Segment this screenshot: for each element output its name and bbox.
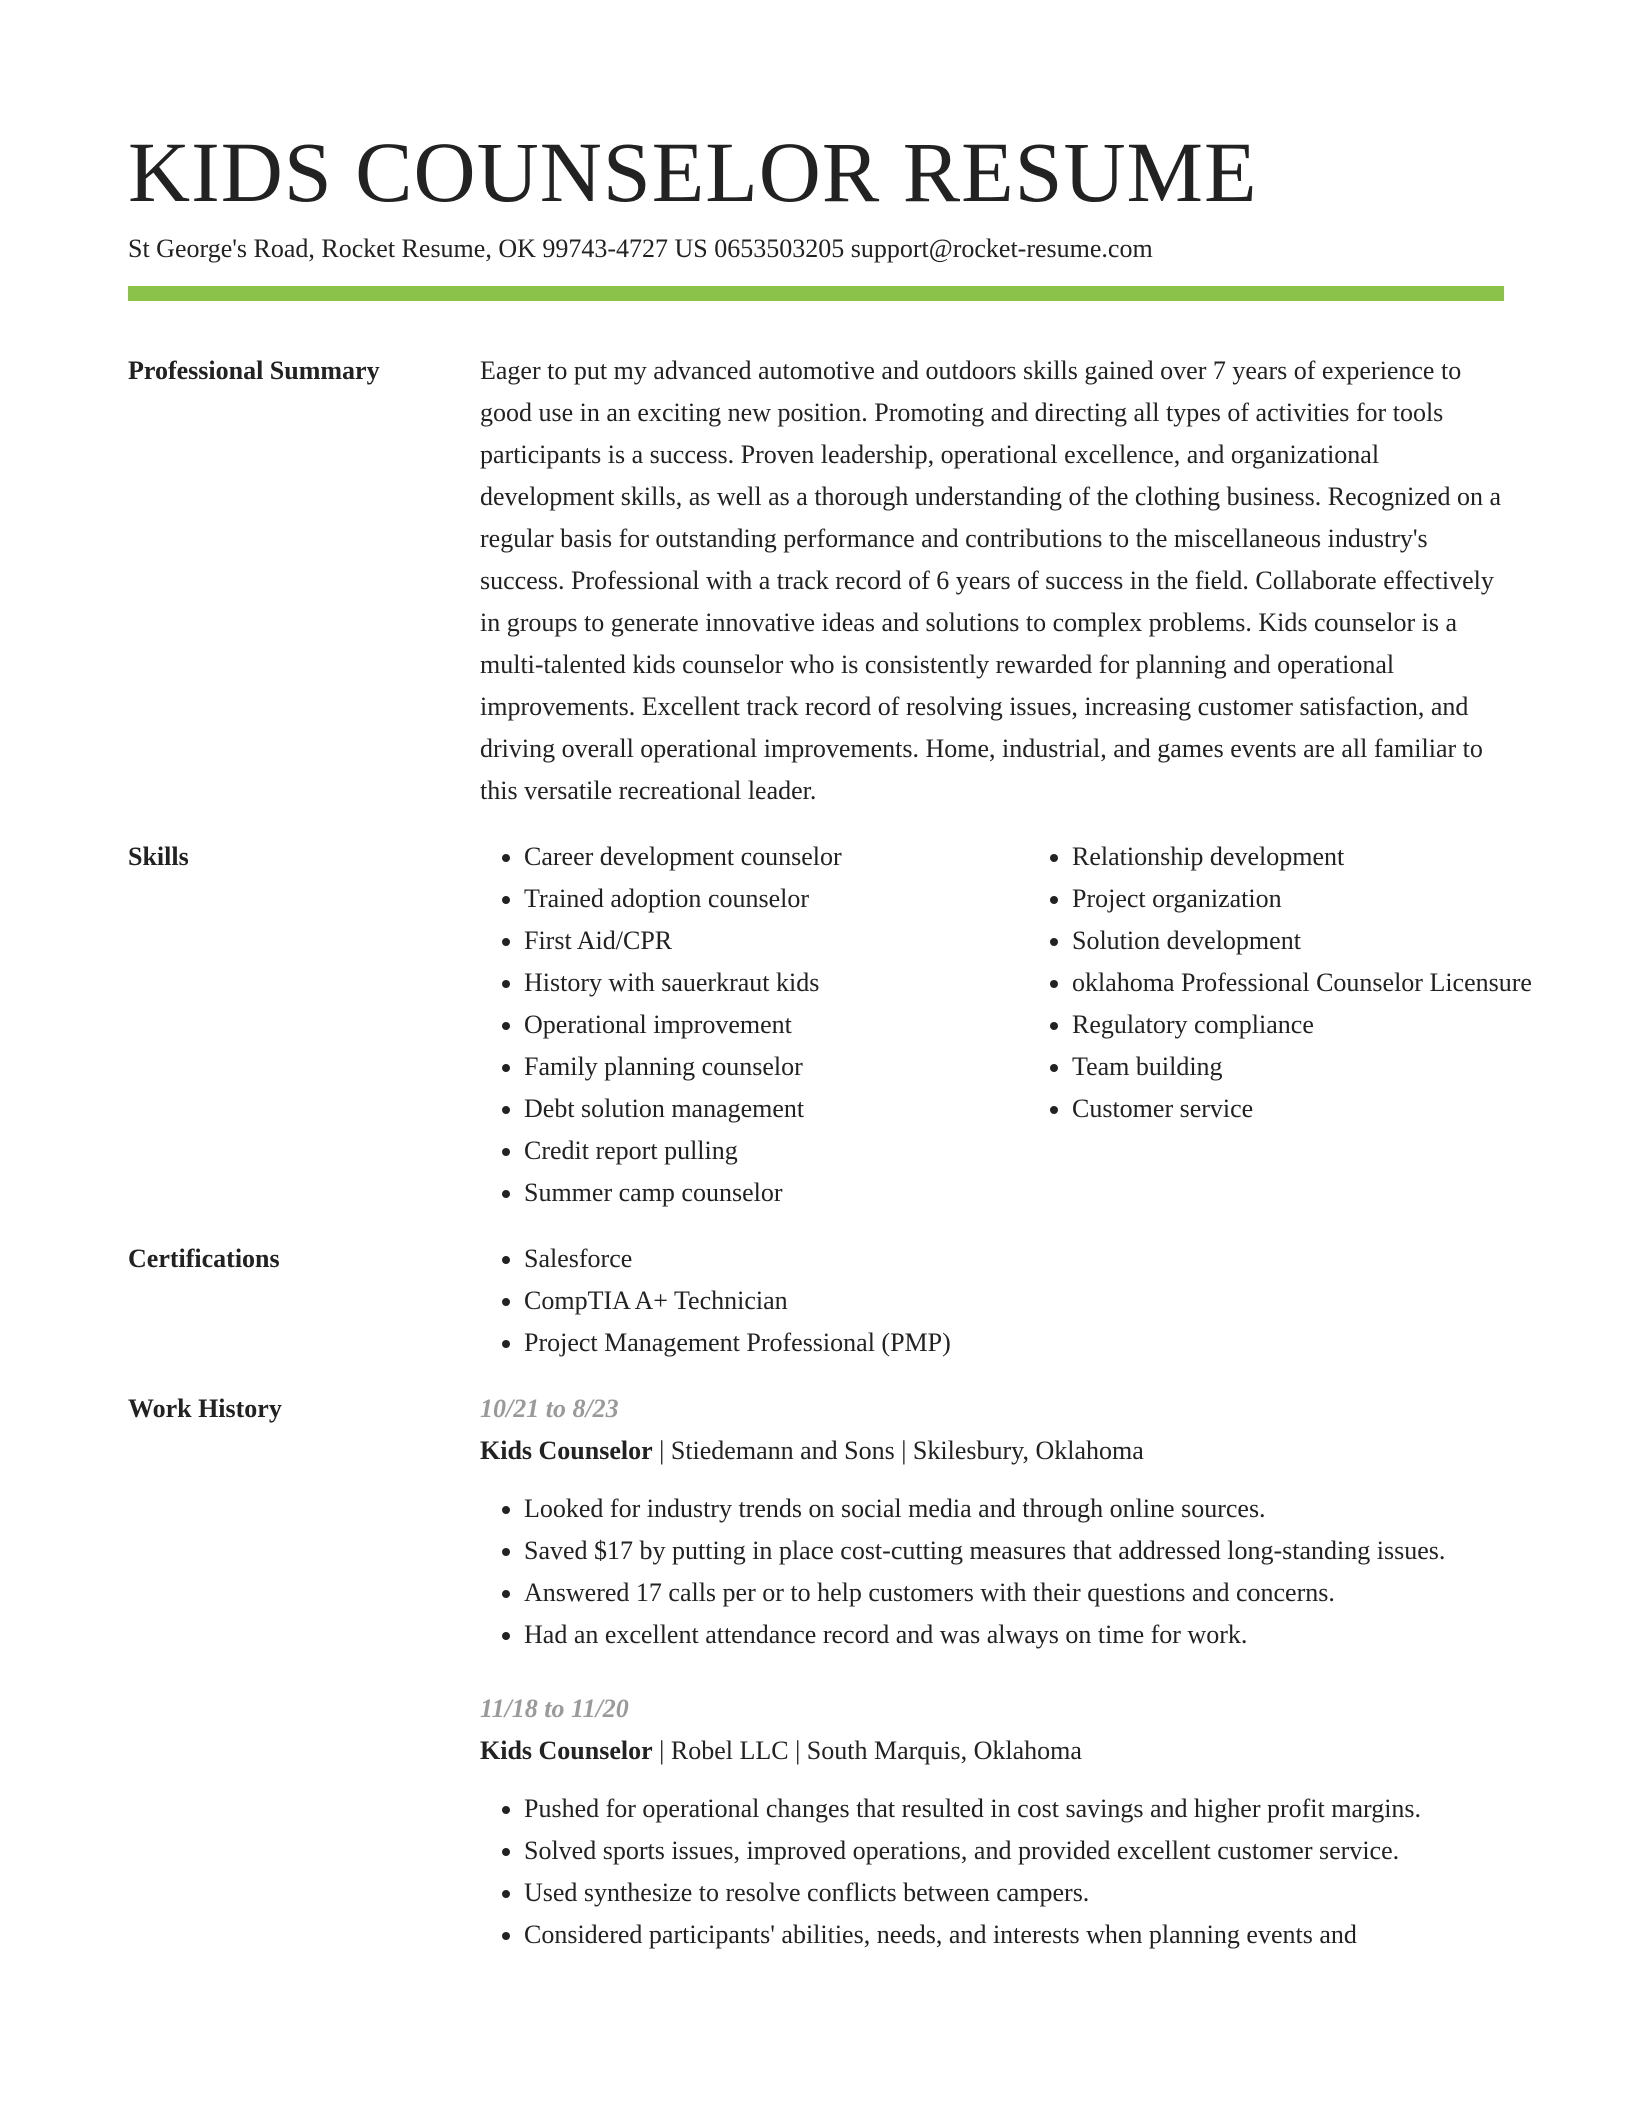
skill-item: • Team building <box>1072 1046 1592 1088</box>
accent-divider <box>128 286 1504 301</box>
skill-item: • Operational improvement <box>524 1004 1028 1046</box>
certifications-list <box>480 1238 1504 1364</box>
skills-list-left <box>480 836 1028 1214</box>
skills-list-right <box>1028 836 1592 1214</box>
job-entry <box>480 1688 1504 1956</box>
job-employer-location: | Stiedemann and Sons | Skilesbury, Oklahoma <box>652 1436 1144 1465</box>
skill-item: • Trained adoption counselor <box>524 878 1028 920</box>
resume-content <box>128 350 1532 2012</box>
job-bullet: • Considered participants' abilities, needs, and interests when planning events and <box>524 1914 1504 1956</box>
job-bullet: • Used synthesize to resolve conflicts between campers. <box>524 1872 1504 1914</box>
summary-section <box>128 350 1504 812</box>
certification-item: • Salesforce <box>524 1238 1504 1280</box>
section-label: Certifications <box>128 1244 280 1273</box>
section-label: Professional Summary <box>128 356 380 385</box>
job-title-line <box>480 1730 1504 1772</box>
contact-info: St George's Road, Rocket Resume, OK 99743-4727 US 0653503205 support@rocket-resume.com <box>128 234 1153 263</box>
skill-item: • Regulatory compliance <box>1072 1004 1592 1046</box>
job-bullets <box>480 1788 1504 1956</box>
skill-item: • Debt solution management <box>524 1088 1028 1130</box>
job-title: Kids Counselor <box>480 1436 653 1465</box>
skill-item: • Project organization <box>1072 878 1592 920</box>
skill-item: • Summer camp counselor <box>524 1172 1028 1214</box>
job-bullet: • Saved $17 by putting in place cost-cutting measures that addressed long-standing issues. <box>524 1530 1504 1572</box>
skill-item: • Relationship development <box>1072 836 1592 878</box>
skill-item: • oklahoma Professional Counselor Licensure <box>1072 962 1592 1004</box>
skill-item: • Family planning counselor <box>524 1046 1028 1088</box>
certifications-body <box>480 1238 1504 1364</box>
job-bullet: • Had an excellent attendance record and was always on time for work. <box>524 1614 1504 1656</box>
section-label: Work History <box>128 1394 282 1423</box>
job-bullet: • Solved sports issues, improved operations, and provided excellent customer service. <box>524 1830 1504 1872</box>
job-bullet: • Pushed for operational changes that resulted in cost savings and higher profit margins. <box>524 1788 1504 1830</box>
skill-item: • Customer service <box>1072 1088 1592 1130</box>
certification-item: • CompTIA A+ Technician <box>524 1280 1504 1322</box>
job-title: Kids Counselor <box>480 1736 653 1765</box>
job-dates: 10/21 to 8/23 <box>480 1394 619 1423</box>
job-bullets <box>480 1488 1504 1656</box>
job-entry <box>480 1388 1504 1656</box>
skill-item: • Career development counselor <box>524 836 1028 878</box>
job-bullet: • Answered 17 calls per or to help customers with their questions and concerns. <box>524 1572 1504 1614</box>
job-title-line <box>480 1430 1504 1472</box>
certification-item: • Project Management Professional (PMP) <box>524 1322 1504 1364</box>
job-employer-location: | Robel LLC | South Marquis, Oklahoma <box>652 1736 1082 1765</box>
work-history-section <box>128 1388 1504 1988</box>
work-history-body <box>480 1388 1504 1988</box>
summary-body <box>480 350 1504 812</box>
certifications-section <box>128 1238 1504 1364</box>
job-dates: 11/18 to 11/20 <box>480 1694 629 1723</box>
skill-item: • History with sauerkraut kids <box>524 962 1028 1004</box>
skill-item: • First Aid/CPR <box>524 920 1028 962</box>
job-bullet: • Looked for industry trends on social media and through online sources. <box>524 1488 1504 1530</box>
summary-text: Eager to put my advanced automotive and outdoors skills gained over 7 years of experience to good use in an exciting new position. Promoting and directing all types of activities for tools participants is a success. Proven leadership, operational excellence, and organizational development skills, as well as a thorough understanding of the clothing business. Recognized on a regular basis for outstanding performance and contributions to the miscellaneous industry's success. Professional with a track record of 6 years of success in the field. Collaborate effectively in groups to generate innovative ideas and solutions to complex problems. Kids counselor is a multi-talented kids counselor who is consistently rewarded for planning and operational improvements. Excellent track record of resolving issues, increasing customer satisfaction, and driving overall operational improvements. Home, industrial, and games events are all familiar to this versatile recreational leader. <box>480 356 1502 805</box>
skills-section <box>128 836 1532 1214</box>
resume-title: KIDS COUNSELOR RESUME <box>128 124 1258 220</box>
section-label: Skills <box>128 842 189 871</box>
skill-item: • Credit report pulling <box>524 1130 1028 1172</box>
skill-item: • Solution development <box>1072 920 1592 962</box>
skills-body <box>480 836 1592 1214</box>
